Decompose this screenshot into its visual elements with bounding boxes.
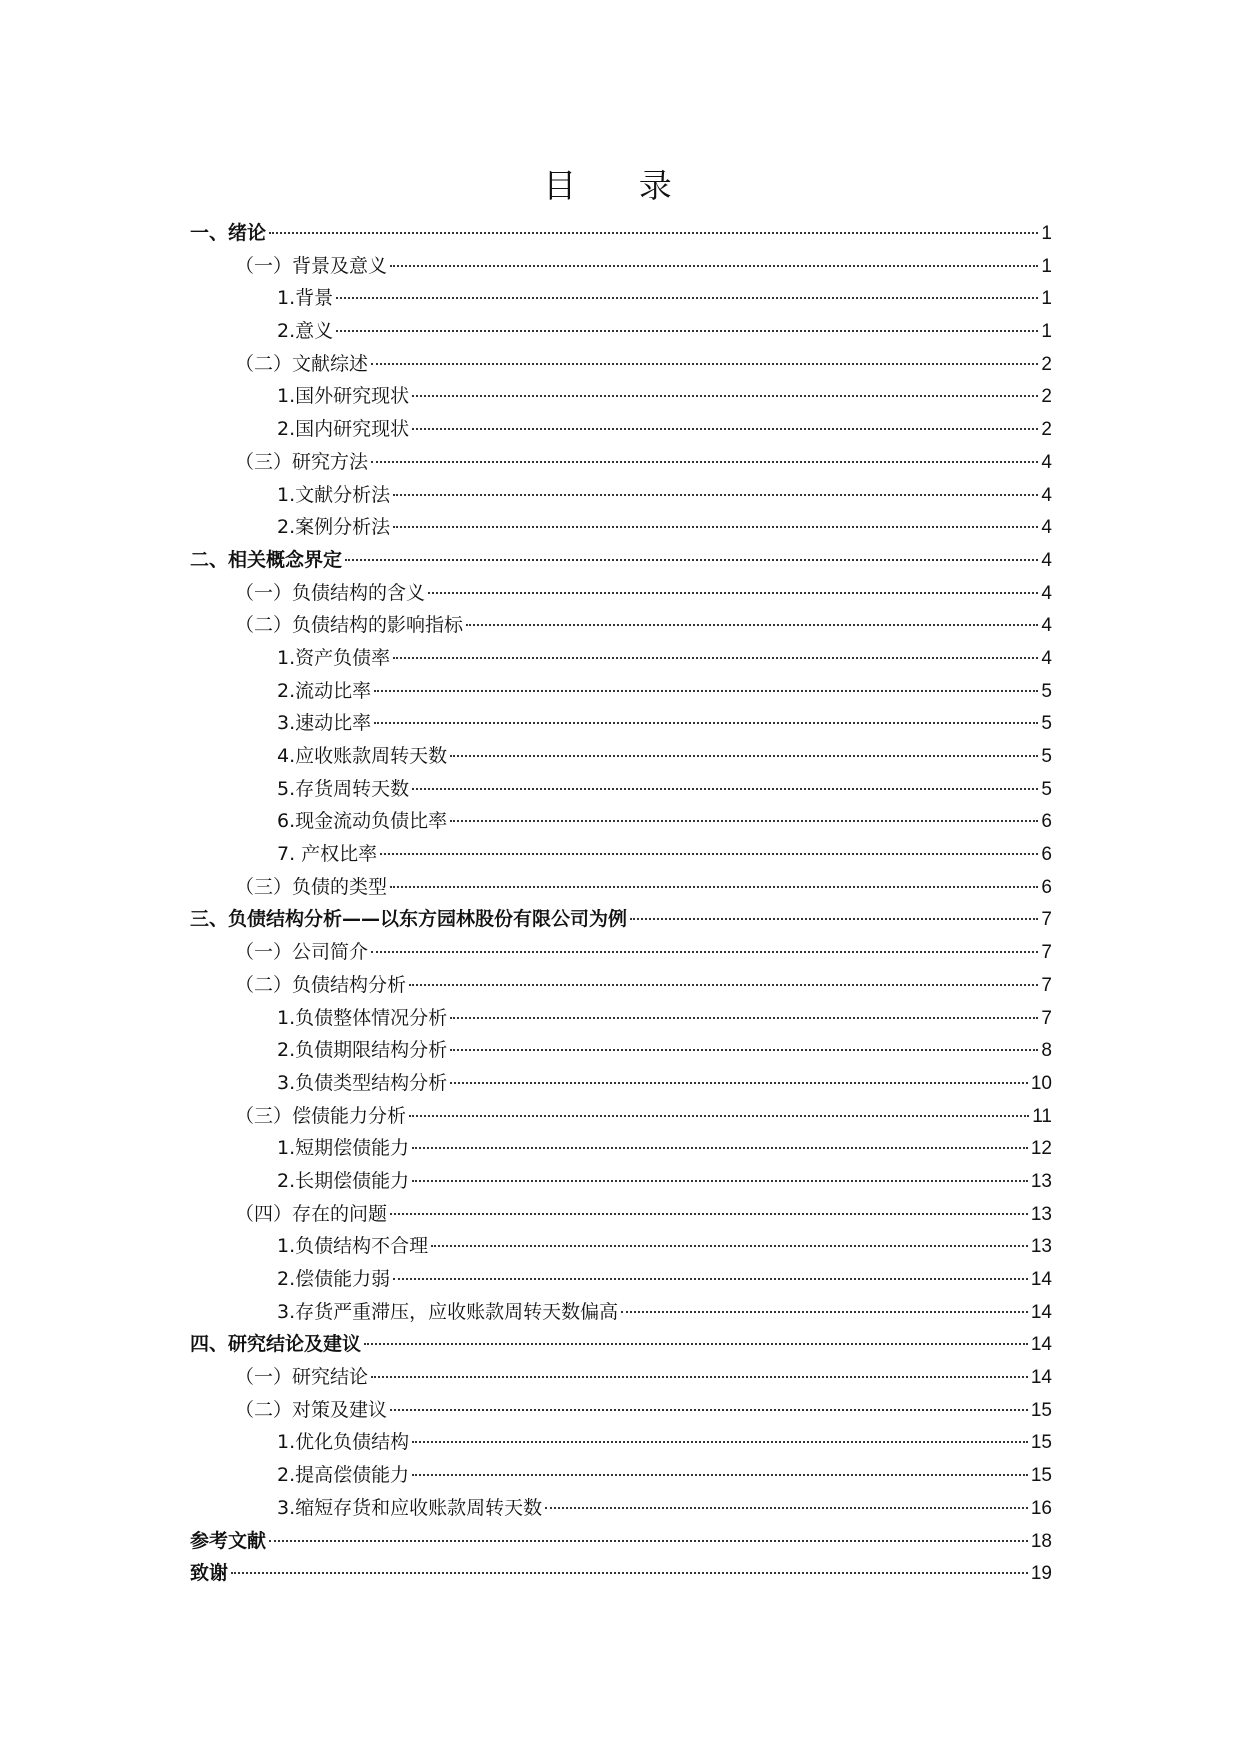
toc-entry-title: 3.负债类型结构分析 — [277, 1071, 448, 1094]
dot-leader — [393, 494, 1038, 496]
dot-leader — [364, 1343, 1028, 1345]
toc-page-number: 5 — [1041, 746, 1052, 767]
toc-page-number: 4 — [1041, 484, 1052, 506]
dot-leader — [390, 1409, 1028, 1411]
toc-page-number: 7 — [1041, 974, 1052, 996]
dot-leader — [412, 1474, 1028, 1476]
toc-entry-title: 2.意义 — [277, 320, 334, 343]
toc-page-number: 4 — [1041, 517, 1052, 539]
dot-leader — [412, 428, 1038, 430]
toc-entry[interactable] — [190, 1558, 1052, 1591]
toc-entry[interactable] — [190, 381, 1052, 414]
toc-page-number: 11 — [1032, 1105, 1052, 1127]
toc-entry-title: 1.负债结构不合理 — [277, 1235, 429, 1258]
dot-leader — [371, 951, 1038, 953]
dot-leader — [269, 232, 1038, 234]
toc-entry[interactable] — [190, 1264, 1052, 1297]
toc-entry-title: 参考文献 — [190, 1529, 267, 1552]
dot-leader — [450, 1017, 1038, 1019]
toc-entry[interactable] — [190, 872, 1052, 905]
dot-leader — [450, 1049, 1038, 1051]
toc-entry[interactable] — [190, 1526, 1052, 1559]
dot-leader — [393, 1278, 1028, 1280]
toc-page-number: 4 — [1041, 615, 1052, 637]
toc-page-number: 13 — [1030, 1236, 1052, 1258]
toc-page-number: 13 — [1030, 1203, 1052, 1225]
toc-page-number: 8 — [1041, 1040, 1052, 1062]
dot-leader — [450, 820, 1038, 822]
toc-title: 目 录 — [543, 166, 698, 205]
toc-entry[interactable] — [190, 1101, 1052, 1134]
toc-entry-title: （二）对策及建议 — [235, 1398, 388, 1421]
toc-entry-title: 1.背景 — [277, 287, 334, 310]
dot-leader — [450, 755, 1038, 757]
toc-entry[interactable] — [190, 1068, 1052, 1101]
toc-entry[interactable] — [190, 218, 1052, 251]
toc-entry-title: 3.存货严重滞压，应收账款周转天数偏高 — [277, 1300, 619, 1323]
toc-entry[interactable] — [190, 316, 1052, 349]
toc-entry[interactable] — [190, 1427, 1052, 1460]
dot-leader — [336, 330, 1038, 332]
toc-entry[interactable] — [190, 970, 1052, 1003]
dot-leader — [431, 1245, 1028, 1247]
toc-entry-title: 致谢 — [190, 1562, 229, 1585]
toc-entry-title: 3.缩短存货和应收账款周转天数 — [277, 1496, 543, 1519]
toc-page-number: 5 — [1041, 680, 1052, 702]
toc-entry[interactable] — [190, 806, 1052, 839]
toc-page-number: 6 — [1041, 876, 1052, 898]
table-of-contents — [190, 218, 1052, 1591]
dot-leader — [269, 1540, 1028, 1542]
toc-page-number: 6 — [1041, 811, 1052, 833]
dot-leader — [409, 984, 1038, 986]
dot-leader — [371, 1376, 1028, 1378]
toc-page-number: 4 — [1041, 451, 1052, 473]
toc-page-number: 13 — [1030, 1170, 1052, 1192]
toc-page-number: 4 — [1041, 647, 1052, 669]
toc-page-number: 5 — [1041, 713, 1052, 735]
toc-page-number: 6 — [1041, 844, 1052, 866]
toc-entry-title: 一、绪论 — [190, 222, 267, 244]
dot-leader — [390, 265, 1038, 267]
toc-entry[interactable] — [190, 839, 1052, 872]
toc-entry[interactable] — [190, 1329, 1052, 1362]
toc-page-number: 7 — [1041, 942, 1052, 964]
toc-page-number: 18 — [1030, 1530, 1052, 1552]
toc-page-number: 4 — [1041, 549, 1052, 571]
dot-leader — [545, 1507, 1028, 1509]
toc-page-number: 1 — [1041, 288, 1052, 310]
toc-page-number: 10 — [1030, 1072, 1052, 1094]
toc-entry[interactable] — [190, 676, 1052, 709]
dot-leader — [374, 690, 1038, 692]
toc-entry-title: 2.负债期限结构分析 — [277, 1039, 448, 1062]
toc-entry-title: 6.现金流动负债比率 — [277, 810, 448, 833]
toc-page-number: 14 — [1030, 1269, 1052, 1290]
dot-leader — [390, 886, 1038, 888]
dot-leader — [393, 526, 1038, 528]
toc-entry-title: 5.存货周转天数 — [277, 777, 410, 800]
dot-leader — [409, 1115, 1029, 1117]
dot-leader — [371, 363, 1038, 365]
dot-leader — [374, 722, 1038, 724]
dot-leader — [466, 624, 1038, 626]
dot-leader — [380, 853, 1038, 855]
toc-entry[interactable] — [190, 1035, 1052, 1068]
toc-page-number: 1 — [1041, 255, 1052, 277]
toc-entry-title: 1.负债整体情况分析 — [277, 1006, 448, 1029]
toc-entry-title: （三）负债的类型 — [235, 875, 388, 898]
toc-page-number: 2 — [1041, 353, 1052, 375]
toc-entry-title: （三）研究方法 — [235, 450, 369, 473]
dot-leader — [231, 1572, 1028, 1574]
toc-entry[interactable] — [190, 283, 1052, 316]
toc-entry-title: 1.短期偿债能力 — [277, 1137, 410, 1160]
dot-leader — [336, 297, 1038, 299]
toc-entry[interactable] — [190, 1166, 1052, 1199]
toc-entry[interactable] — [190, 447, 1052, 480]
dot-leader — [412, 1180, 1028, 1182]
toc-entry[interactable] — [190, 1362, 1052, 1395]
dot-leader — [630, 918, 1038, 920]
toc-page-number: 2 — [1041, 419, 1052, 441]
toc-entry-title: （一）公司简介 — [235, 941, 369, 964]
toc-entry-title: （四）存在的问题 — [235, 1202, 388, 1225]
toc-page-number: 7 — [1041, 909, 1052, 931]
toc-entry[interactable] — [190, 774, 1052, 807]
toc-entry[interactable] — [190, 904, 1052, 937]
toc-page-number: 12 — [1030, 1138, 1052, 1160]
toc-page-number: 1 — [1041, 321, 1052, 343]
toc-page-number: 14 — [1030, 1334, 1052, 1356]
toc-page-number: 14 — [1030, 1367, 1052, 1389]
toc-page-number: 7 — [1041, 1007, 1052, 1029]
toc-entry-title: 2.流动比率 — [277, 679, 372, 702]
toc-entry-title: 4.应收账款周转天数 — [277, 745, 448, 767]
dot-leader — [371, 461, 1038, 463]
toc-page-number: 15 — [1030, 1399, 1052, 1421]
dot-leader — [450, 1082, 1028, 1084]
toc-entry[interactable] — [190, 1133, 1052, 1166]
toc-entry-title: （二）文献综述 — [235, 352, 369, 375]
toc-entry[interactable] — [190, 349, 1052, 382]
toc-entry-title: 二、相关概念界定 — [190, 548, 343, 571]
toc-entry-title: 1.文献分析法 — [277, 483, 391, 506]
toc-entry-title: （三）偿债能力分析 — [235, 1104, 407, 1127]
toc-page-number: 4 — [1041, 582, 1052, 604]
toc-page-number: 15 — [1030, 1465, 1052, 1487]
toc-entry-title: 三、负债结构分析——以东方园林股份有限公司为例 — [190, 908, 628, 931]
toc-entry[interactable] — [190, 251, 1052, 284]
toc-page-number: 5 — [1041, 778, 1052, 800]
toc-entry[interactable] — [190, 1493, 1052, 1526]
toc-entry-title: 1.国外研究现状 — [277, 385, 410, 408]
toc-entry-title: 2.长期偿债能力 — [277, 1169, 410, 1192]
toc-entry[interactable] — [190, 708, 1052, 741]
toc-entry-title: 2.案例分析法 — [277, 516, 391, 539]
toc-page-number: 1 — [1041, 223, 1052, 244]
dot-leader — [393, 657, 1038, 659]
toc-entry-title: （一）负债结构的含义 — [235, 581, 426, 604]
dot-leader — [412, 1441, 1028, 1443]
toc-entry-title: 四、研究结论及建议 — [190, 1333, 362, 1356]
toc-entry-title: 7. 产权比率 — [277, 843, 378, 866]
toc-page-number: 14 — [1030, 1301, 1052, 1323]
toc-entry-title: 1.资产负债率 — [277, 646, 391, 669]
dot-leader — [390, 1213, 1028, 1215]
toc-entry[interactable] — [190, 1460, 1052, 1493]
toc-entry-title: 2.提高偿债能力 — [277, 1464, 410, 1487]
toc-page-number: 2 — [1041, 386, 1052, 408]
dot-leader — [412, 1147, 1028, 1149]
toc-entry[interactable] — [190, 937, 1052, 970]
toc-entry-title: （一）背景及意义 — [235, 254, 388, 277]
toc-entry[interactable] — [190, 1297, 1052, 1330]
toc-entry-title: 2.偿债能力弱 — [277, 1268, 391, 1290]
dot-leader — [412, 395, 1038, 397]
toc-entry-title: 2.国内研究现状 — [277, 418, 410, 441]
toc-entry-title: 3.速动比率 — [277, 712, 372, 735]
dot-leader — [345, 559, 1038, 561]
toc-entry[interactable] — [190, 1003, 1052, 1036]
toc-entry-title: （一）研究结论 — [235, 1366, 369, 1389]
toc-entry[interactable] — [190, 512, 1052, 545]
toc-page-number: 15 — [1030, 1432, 1052, 1454]
toc-entry[interactable] — [190, 545, 1052, 578]
toc-entry[interactable] — [190, 610, 1052, 643]
toc-entry[interactable] — [190, 1199, 1052, 1232]
toc-entry[interactable] — [190, 1395, 1052, 1428]
toc-entry-title: （二）负债结构的影响指标 — [235, 614, 464, 637]
toc-entry[interactable] — [190, 741, 1052, 774]
toc-entry-title: 1.优化负债结构 — [277, 1431, 410, 1454]
toc-entry[interactable] — [190, 480, 1052, 513]
dot-leader — [412, 788, 1038, 790]
toc-entry[interactable] — [190, 643, 1052, 676]
toc-entry[interactable] — [190, 578, 1052, 611]
toc-entry[interactable] — [190, 414, 1052, 447]
toc-entry[interactable] — [190, 1231, 1052, 1264]
toc-page-number: 16 — [1030, 1497, 1052, 1519]
toc-page-number: 19 — [1030, 1563, 1052, 1585]
toc-entry-title: （二）负债结构分析 — [235, 973, 407, 996]
dot-leader — [621, 1311, 1028, 1313]
dot-leader — [428, 592, 1038, 594]
